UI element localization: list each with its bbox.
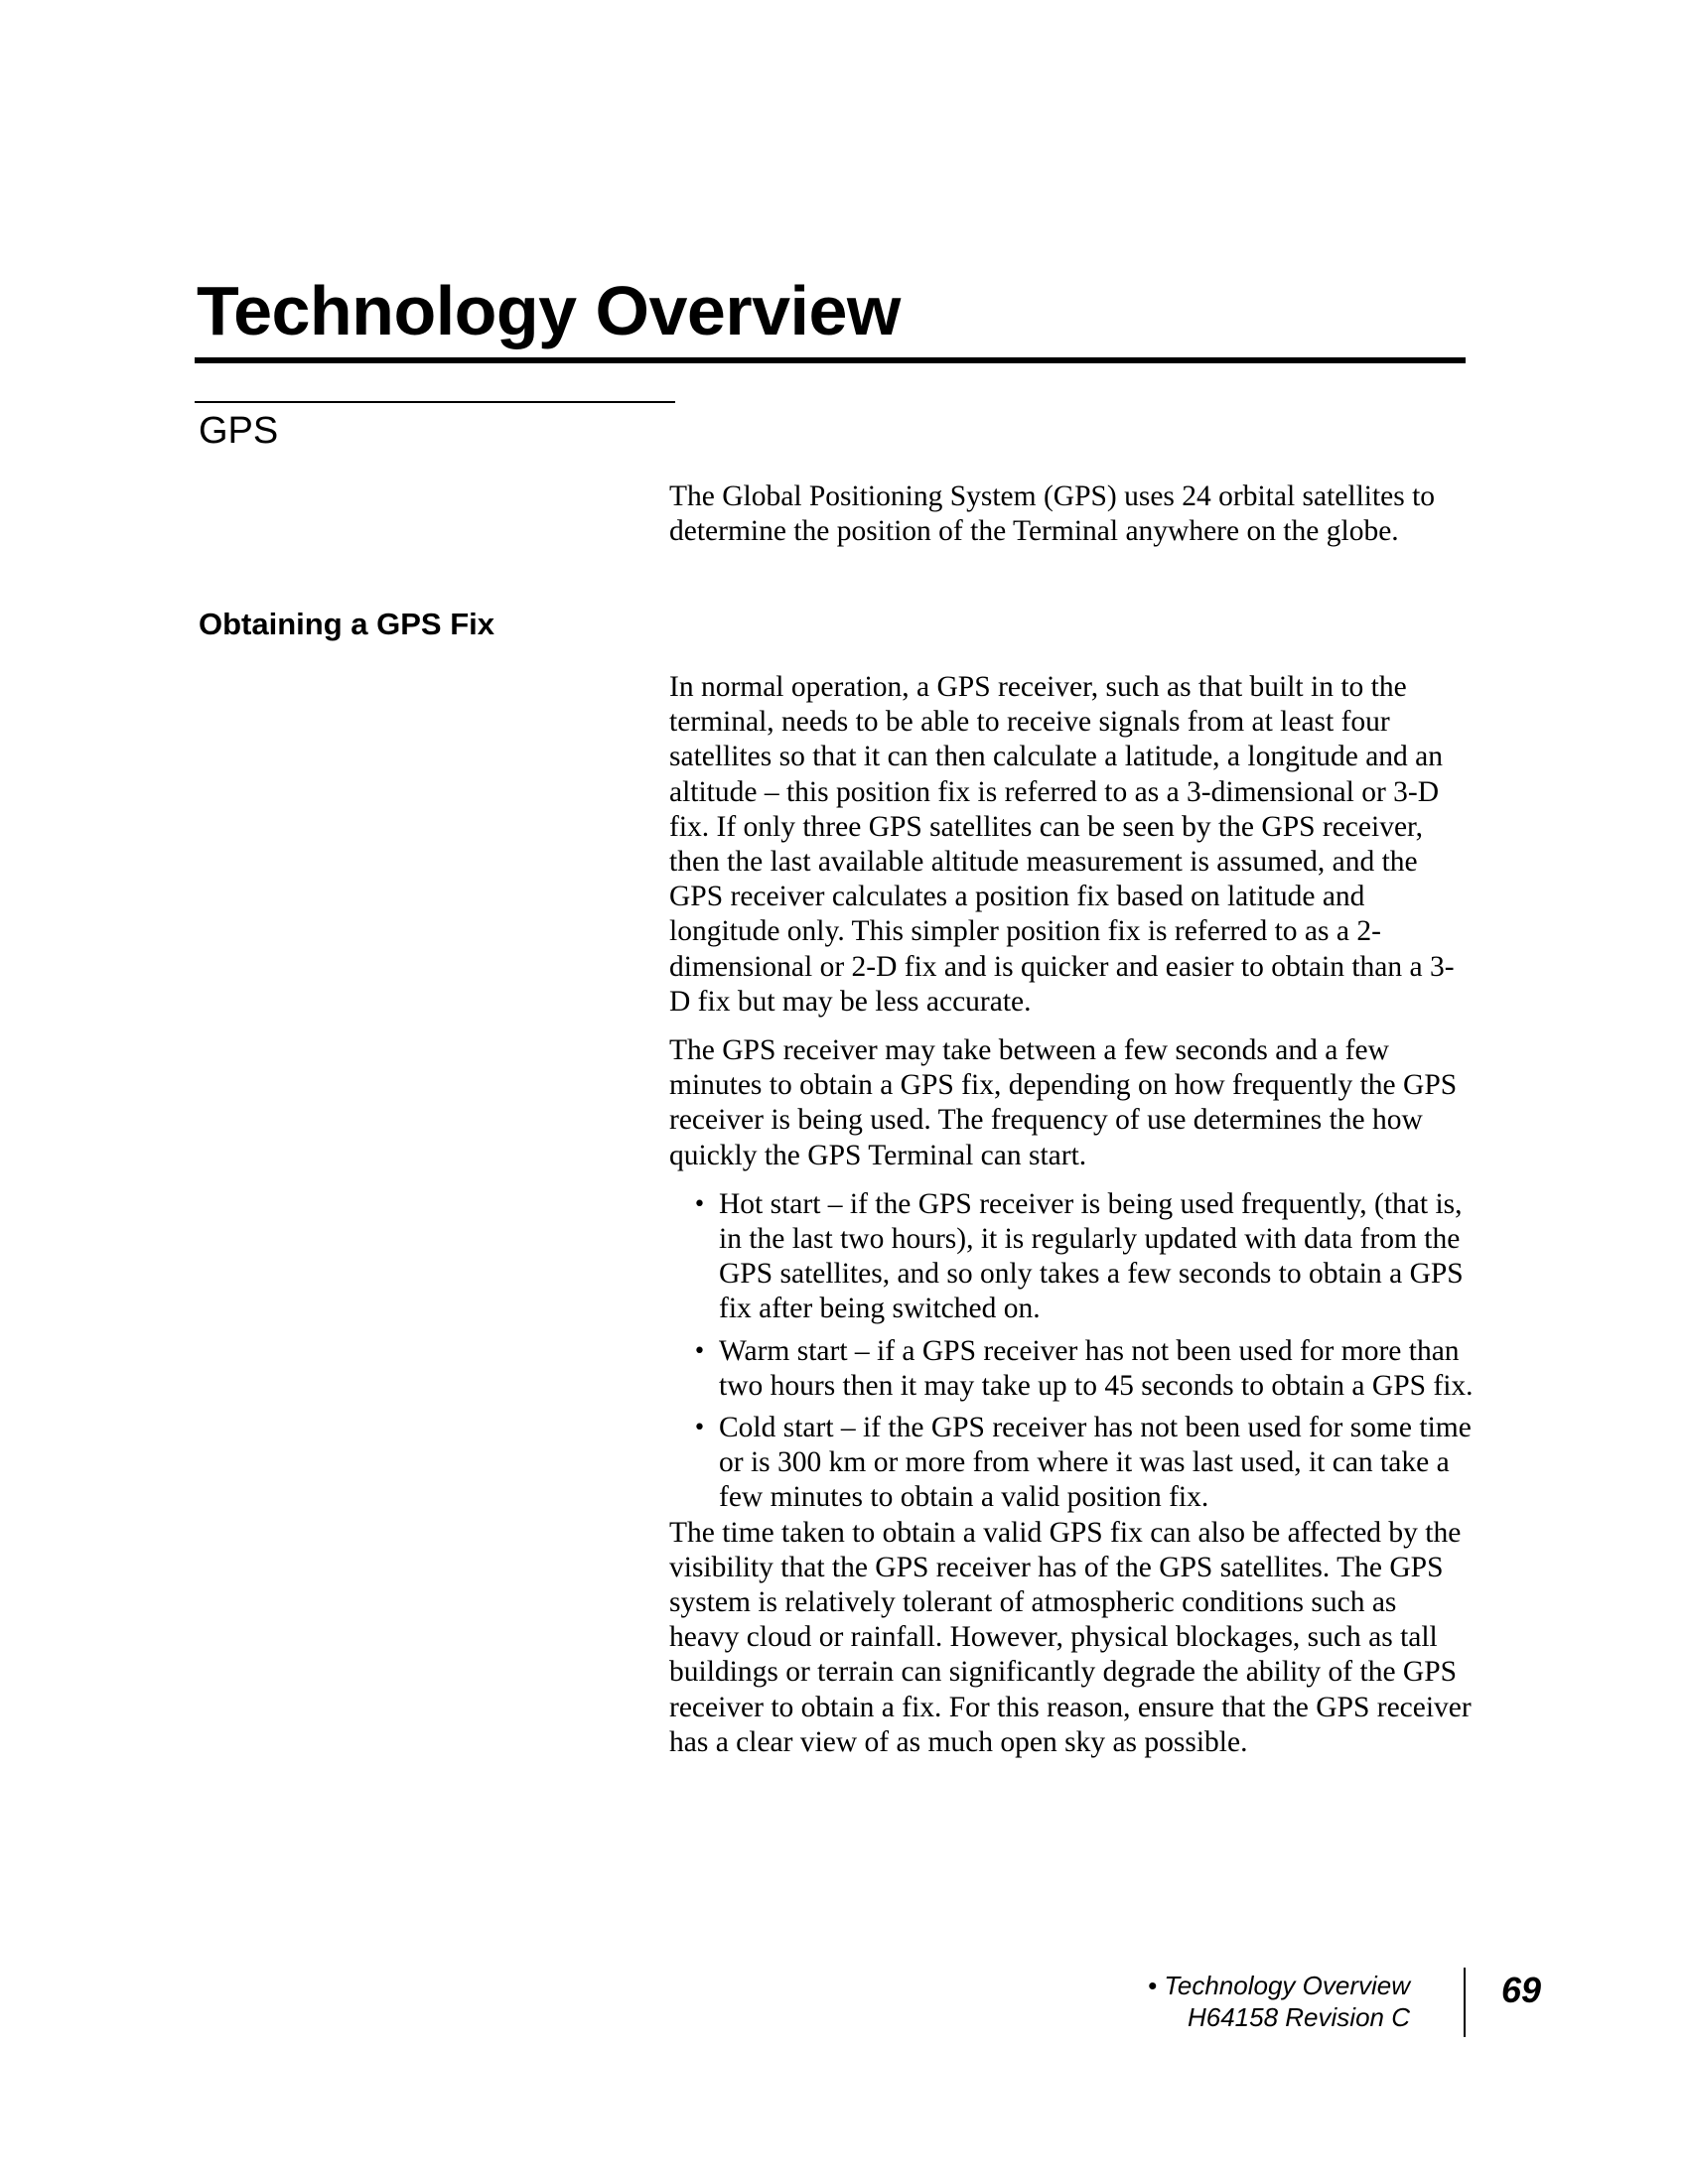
footer-divider bbox=[1464, 1968, 1466, 2037]
list-item-text: Cold start – if the GPS receiver has not been used for some time or is 300 km or more from where it was last used, it can take a few minutes to obtain a valid position fix. bbox=[719, 1412, 1472, 1514]
chapter-title-rule bbox=[195, 357, 1466, 363]
bullet-icon: • bbox=[693, 1191, 706, 1217]
list-item-text: Warm start – if a GPS receiver has not been used for more than two hours then it may take up to 45 seconds to obtain a GPS fix. bbox=[719, 1334, 1474, 1402]
section-title: GPS bbox=[199, 410, 279, 452]
body-paragraph: In normal operation, a GPS receiver, such as that built in to the terminal, needs to be able to receive signals from at least four satellites so that it can then calculate a latitude, a longitude and an altitude – this position fix is referred to as a 3-dimensional or 3-D fix. If only three GPS satellites can be seen by the GPS receiver, then the last available altitude measurement is assumed, and the GPS receiver calculates a position fix based on latitude and longitude only. This simpler position fix is referred to as a 2-dimensional or 2-D fix and is quicker and easier to obtain than a 3-D fix but may be less accurate. bbox=[669, 671, 1455, 1018]
list-item-cold-start bbox=[693, 1411, 1474, 1516]
section-intro-paragraph: The Global Positioning System (GPS) uses 24 orbital satellites to determine the position of the Terminal anywhere on the globe. bbox=[669, 480, 1436, 548]
start-modes-list bbox=[669, 1187, 1474, 1516]
list-item-hot-start bbox=[693, 1187, 1474, 1327]
chapter-title: Technology Overview bbox=[197, 272, 901, 349]
footer-section-name: Technology Overview bbox=[1164, 1971, 1410, 2000]
bullet-icon: • bbox=[693, 1338, 706, 1364]
footer-bullet-icon: • bbox=[1148, 1971, 1158, 2000]
section-rule bbox=[195, 401, 675, 403]
closing-paragraph: The time taken to obtain a valid GPS fix can also be affected by the visibility that the GPS receiver has of the GPS satellites. The GPS system is relatively tolerant of atmospheric conditions such as heavy cloud or rainfall. However, physical blockages, such as tall buildings or terrain can significantly degrade the ability of the GPS receiver to obtain a fix. For this reason, ensure that the GPS receiver has a clear view of as much open sky as possible. bbox=[669, 1516, 1472, 1758]
list-item-warm-start bbox=[693, 1334, 1474, 1404]
list-item-text: Hot start – if the GPS receiver is being used frequently, (that is, in the last two hours), it is regularly updated with data from the GPS satellites, and so only takes a few seconds to obtain a GPS fix after being switched on. bbox=[719, 1187, 1464, 1325]
footer-section-line bbox=[1148, 1970, 1410, 2001]
subsection-body bbox=[669, 670, 1474, 1760]
page-number: 69 bbox=[1501, 1970, 1542, 2010]
footer-running-head bbox=[1148, 1970, 1410, 2033]
footer-document-id: H64158 Revision C bbox=[1187, 2002, 1410, 2032]
body-paragraph: The GPS receiver may take between a few seconds and a few minutes to obtain a GPS fix, depending on how frequently the GPS receiver is being used. The frequency of use determines the how quickly the GPS Terminal can start. bbox=[669, 1034, 1458, 1171]
bullet-icon: • bbox=[693, 1416, 706, 1441]
subsection-title: Obtaining a GPS Fix bbox=[199, 607, 494, 641]
